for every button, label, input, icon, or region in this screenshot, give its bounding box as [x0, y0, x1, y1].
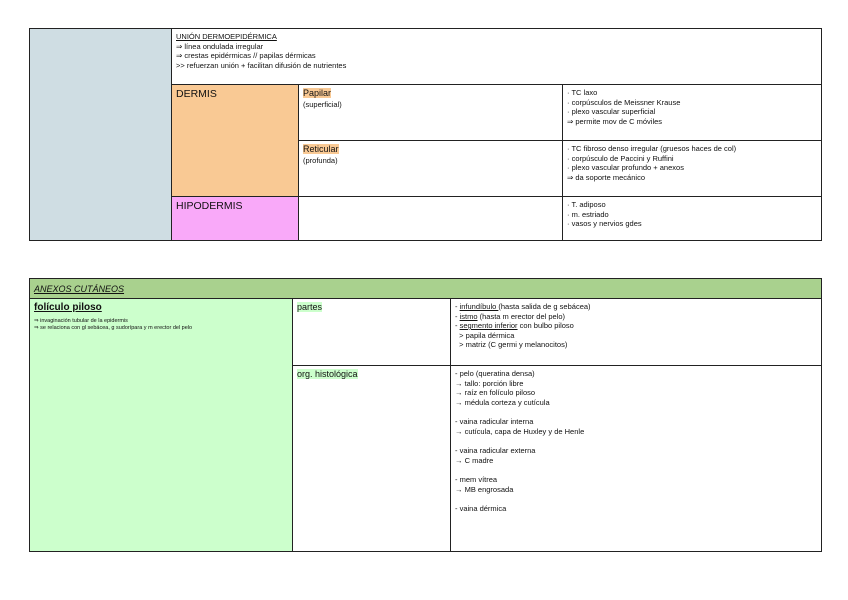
text-line: → C madre: [455, 455, 494, 465]
text-line: - mem vítrea: [455, 475, 498, 484]
item: ⇒ permite mov de C móviles: [567, 116, 663, 126]
histo-label-cell: [293, 366, 451, 552]
text-line: (hasta salida de g sebácea): [498, 302, 591, 311]
partes-items: [451, 299, 822, 366]
text-line: → raíz en folículo piloso: [455, 388, 536, 397]
blue-side-cell: [30, 29, 172, 241]
hipodermis-label: HIPODERMIS: [172, 197, 299, 241]
text-line: - vaina radicular externa: [455, 446, 536, 455]
union-line: ⇒ crestas epidérmicas // papilas dérmicas: [176, 51, 316, 60]
partes-item: [455, 312, 817, 322]
foliculo-line: ⇒ invaginación tubular de la epidermis: [34, 318, 128, 324]
foliculo-title: folículo piloso: [34, 302, 102, 313]
text-line: -: [455, 302, 460, 311]
hipodermis-empty: [299, 197, 563, 241]
item: · corpúsculos de Meissner Krause: [567, 97, 681, 107]
partes-item: [455, 302, 817, 312]
anexos-header: ANEXOS CUTÁNEOS: [30, 279, 822, 299]
text-line: -: [455, 311, 460, 321]
histo-items: [451, 366, 822, 552]
text-line: segmento inferior: [459, 321, 518, 330]
skin-layers-table: [29, 28, 822, 241]
union-line: >> refuerzan unión + facilitan difusión de nutrientes: [176, 60, 347, 70]
histo-label: org. histológica: [297, 369, 358, 379]
text-line: -: [455, 321, 460, 330]
text-line: → MB engrosada: [455, 484, 514, 494]
papilar-cell: [299, 85, 563, 141]
text-line: con bulbo piloso: [517, 321, 574, 330]
text-line: - vaina radicular interna: [455, 417, 534, 426]
anexos-table: [29, 278, 822, 552]
partes-item: [455, 321, 817, 331]
union-cell: [172, 29, 822, 85]
foliculo-line: ⇒ se relaciona con gl sebácea, g sudorípara y m erector del pelo: [34, 325, 193, 331]
reticular-items: [563, 141, 822, 197]
item: · corpúsculo de Paccini y Ruffini: [567, 153, 674, 163]
text-line: - pelo (queratina densa): [455, 369, 535, 378]
reticular-cell: [299, 141, 563, 197]
text-line: → tallo: porción libre: [455, 378, 524, 388]
hipodermis-items: [563, 197, 822, 241]
partes-sub: > matriz (C germi y melanocitos): [455, 340, 568, 349]
papilar-sub: (superficial): [303, 100, 342, 109]
reticular-name: Reticular: [303, 144, 339, 154]
dermis-label: DERMIS: [172, 85, 299, 197]
partes-label: partes: [297, 302, 323, 312]
item: · plexo vascular profundo + anexos: [567, 163, 684, 172]
item: · T. adiposo: [567, 200, 606, 209]
union-title: UNIÓN DERMOEPIDÉRMICA: [176, 32, 277, 41]
text-line: - vaina dérmica: [455, 504, 507, 513]
foliculo-cell: [30, 299, 293, 552]
item: · TC fibroso denso irregular (gruesos haces de col): [567, 144, 737, 153]
partes-sub: > papila dérmica: [455, 330, 515, 340]
item: · plexo vascular superficial: [567, 107, 656, 116]
text-line: → médula corteza y cutícula: [455, 397, 550, 407]
text-line: infundíbulo: [459, 302, 499, 311]
item: ⇒ da soporte mecánico: [567, 172, 645, 182]
item: · vasos y nervios gdes: [567, 219, 642, 228]
item: · m. estriado: [567, 209, 609, 219]
text-line: → cutícula, capa de Huxley y de Henle: [455, 426, 585, 436]
papilar-items: [563, 85, 822, 141]
partes-label-cell: [293, 299, 451, 366]
text-line: istmo: [459, 311, 478, 321]
item: · TC laxo: [567, 88, 598, 97]
reticular-sub: (profunda): [303, 156, 338, 165]
text-line: (hasta m erector del pelo): [477, 311, 566, 321]
union-line: ⇒ línea ondulada irregular: [176, 41, 264, 51]
papilar-name: Papilar: [303, 88, 332, 98]
